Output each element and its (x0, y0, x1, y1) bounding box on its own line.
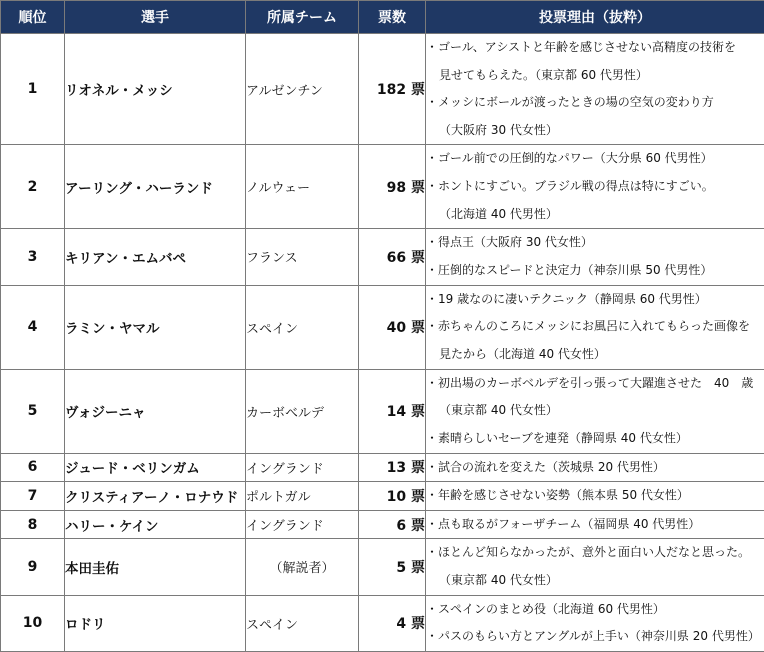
reason-line: ・スペインのまとめ役（北海道 60 代男性） (426, 596, 764, 624)
team-name: スペイン (246, 285, 359, 369)
reason-line: ・試合の流れを変えた（茨城県 20 代男性） (426, 454, 764, 482)
vote-unit: 票 (411, 489, 425, 505)
team-name: ノルウェー (246, 145, 359, 229)
table-row (1, 229, 764, 285)
reason-line: 見たから（北海道 40 代女性） (426, 341, 764, 369)
vote-unit: 票 (411, 518, 425, 534)
vote-count: 6 (396, 518, 406, 534)
table-row (1, 145, 764, 229)
vote-count-cell (359, 285, 426, 369)
reason-line: ・パスのもらい方とアングルが上手い（神奈川県 20 代男性） (426, 623, 764, 651)
reason-line: ・圧倒的なスピードと決定力（神奈川県 50 代男性） (426, 257, 764, 285)
vote-count: 14 (387, 404, 406, 420)
reasons-cell (426, 510, 764, 539)
team-name: （解説者） (246, 539, 359, 595)
team-name: イングランド (246, 510, 359, 539)
reasons-cell (426, 145, 764, 229)
player-name: 本田圭佑 (65, 539, 246, 595)
reason-line: ・赤ちゃんのころにメッシにお風呂に入れてもらった画像を (426, 313, 764, 341)
table-row (1, 539, 764, 595)
reason-line: ・素晴らしいセーブを連発（静岡県 40 代女性） (426, 425, 764, 453)
player-name: ハリー・ケイン (65, 510, 246, 539)
vote-unit: 票 (411, 460, 425, 476)
header-player: 選手 (65, 1, 246, 34)
reasons-cell (426, 285, 764, 369)
reason-line: ・ゴール前での圧倒的なパワー（大分県 60 代男性） (426, 145, 764, 173)
rank-cell: 10 (1, 595, 65, 651)
reasons-cell (426, 453, 764, 482)
vote-count-cell (359, 229, 426, 285)
vote-count: 40 (387, 320, 406, 336)
vote-count: 4 (396, 616, 406, 632)
player-name: クリスティアーノ・ロナウド (65, 482, 246, 511)
vote-count: 98 (387, 180, 406, 196)
team-name: ポルトガル (246, 482, 359, 511)
table-row (1, 510, 764, 539)
rank-cell: 9 (1, 539, 65, 595)
reasons-cell (426, 34, 764, 145)
vote-unit: 票 (411, 180, 425, 196)
vote-count: 66 (387, 250, 406, 266)
rank-cell: 6 (1, 453, 65, 482)
rank-cell: 8 (1, 510, 65, 539)
rank-cell: 2 (1, 145, 65, 229)
header-rank: 順位 (1, 1, 65, 34)
reason-line: （東京都 40 代女性） (426, 567, 764, 595)
vote-count-cell (359, 539, 426, 595)
rank-cell: 5 (1, 369, 65, 453)
reasons-cell (426, 482, 764, 511)
reason-line: ・ホントにすごい。ブラジル戦の得点は特にすごい。 (426, 173, 764, 201)
team-name: イングランド (246, 453, 359, 482)
header-reasons: 投票理由（抜粋） (426, 1, 764, 34)
player-name: ヴォジーニャ (65, 369, 246, 453)
player-name: リオネル・メッシ (65, 34, 246, 145)
reasons-cell (426, 369, 764, 453)
rank-cell: 4 (1, 285, 65, 369)
vote-unit: 票 (411, 320, 425, 336)
table-body (1, 34, 764, 652)
header-row (1, 1, 764, 34)
vote-unit: 票 (411, 560, 425, 576)
team-name: アルゼンチン (246, 34, 359, 145)
table-row (1, 453, 764, 482)
vote-count: 182 (377, 82, 406, 98)
table-row (1, 34, 764, 145)
reason-line: ・19 歳なのに凄いテクニック（静岡県 60 代男性） (426, 286, 764, 314)
table-row (1, 369, 764, 453)
vote-count-cell (359, 453, 426, 482)
reason-line: ・初出場のカーボベルデを引っ張って大躍進させた 40 歳 (426, 370, 764, 398)
vote-count-cell (359, 595, 426, 651)
vote-count-cell (359, 145, 426, 229)
reasons-cell (426, 595, 764, 651)
team-name: フランス (246, 229, 359, 285)
table-row (1, 285, 764, 369)
player-name: ラミン・ヤマル (65, 285, 246, 369)
vote-count-cell (359, 482, 426, 511)
vote-count: 5 (396, 560, 406, 576)
reason-line: ・得点王（大阪府 30 代女性） (426, 229, 764, 257)
vote-unit: 票 (411, 404, 425, 420)
table-row (1, 482, 764, 511)
vote-count-cell (359, 34, 426, 145)
reason-line: （大阪府 30 代女性） (426, 117, 764, 145)
reason-line: ・年齢を感じさせない姿勢（熊本県 50 代女性） (426, 482, 764, 510)
vote-count-cell (359, 510, 426, 539)
reason-line: （北海道 40 代男性） (426, 201, 764, 229)
player-name: ジュード・ベリンガム (65, 453, 246, 482)
team-name: カーボベルデ (246, 369, 359, 453)
reason-line: ・ゴール、アシストと年齢を感じさせない高精度の技術を (426, 34, 764, 62)
reason-line: （東京都 40 代女性） (426, 397, 764, 425)
reason-line: ・メッシにボールが渡ったときの場の空気の変わり方 (426, 89, 764, 117)
header-votes: 票数 (359, 1, 426, 34)
player-name: キリアン・エムバペ (65, 229, 246, 285)
vote-unit: 票 (411, 250, 425, 266)
rank-cell: 3 (1, 229, 65, 285)
vote-unit: 票 (411, 616, 425, 632)
rank-cell: 1 (1, 34, 65, 145)
header-team: 所属チーム (246, 1, 359, 34)
player-name: アーリング・ハーランド (65, 145, 246, 229)
team-name: スペイン (246, 595, 359, 651)
rank-cell: 7 (1, 482, 65, 511)
vote-count: 13 (387, 460, 406, 476)
vote-unit: 票 (411, 82, 425, 98)
reasons-cell (426, 539, 764, 595)
reason-line: 見せてもらえた。（東京都 60 代男性） (426, 62, 764, 90)
reason-line: ・ほとんど知らなかったが、意外と面白い人だなと思った。 (426, 539, 764, 567)
table-row (1, 595, 764, 651)
reasons-cell (426, 229, 764, 285)
vote-count: 10 (387, 489, 406, 505)
player-name: ロドリ (65, 595, 246, 651)
reason-line: ・点も取るがフォーザチーム（福岡県 40 代男性） (426, 511, 764, 539)
vote-count-cell (359, 369, 426, 453)
